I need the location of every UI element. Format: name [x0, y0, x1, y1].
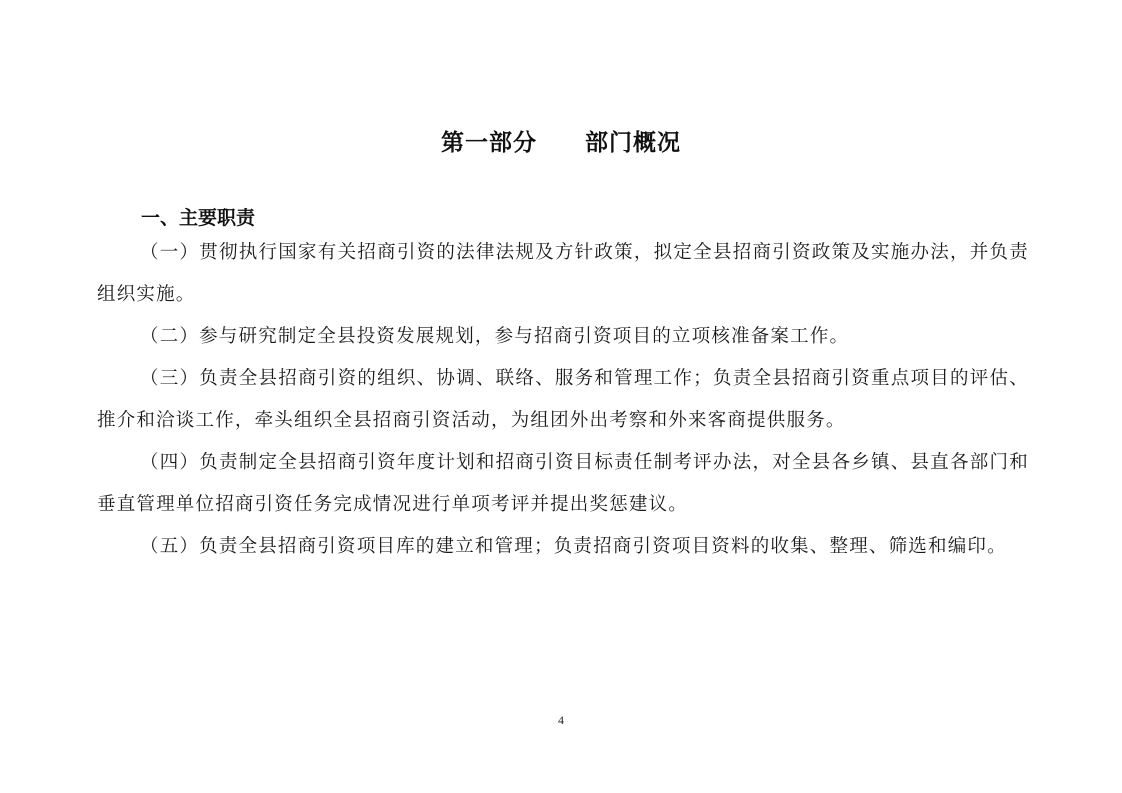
section-heading: 一、主要职责: [141, 207, 256, 229]
duty-paragraph-5: （五）负责全县招商引资项目库的建立和管理；负责招商引资项目资料的收集、整理、筛选和编印。: [140, 536, 1007, 557]
page-number: 4: [558, 713, 564, 727]
duty-paragraph-2: [97, 316, 1029, 358]
duty-paragraph-2-emphasis: 核准备案: [711, 326, 791, 347]
duty-paragraph-4: （四）负责制定全县招商引资年度计划和招商引资目标责任制考评办法，对全县各乡镇、县直各部门和垂直管理单位招商引资任务完成情况进行单项考评并提出奖惩建议。: [97, 452, 1029, 515]
duty-paragraph-2-tail: 工作。: [790, 326, 850, 347]
duty-paragraph-2-lead: （二）参与研究制定全县投资发展规划，参与招商引资项目的立项: [140, 326, 712, 347]
duty-paragraph-3: （三）负责全县招商引资的组织、协调、联络、服务和管理工作；负责全县招商引资重点项目的评估、推介和洽谈工作，牵头组织全县招商引资活动，为组团外出考察和外来客商提供服务。: [97, 368, 1029, 431]
duty-paragraph-1: （一）贯彻执行国家有关招商引资的法律法规及方针政策，拟定全县招商引资政策及实施办法，并负责组织实施。: [97, 242, 1029, 305]
duties-body: [97, 232, 1029, 568]
part-title: 第一部分 部门概况: [441, 130, 681, 156]
